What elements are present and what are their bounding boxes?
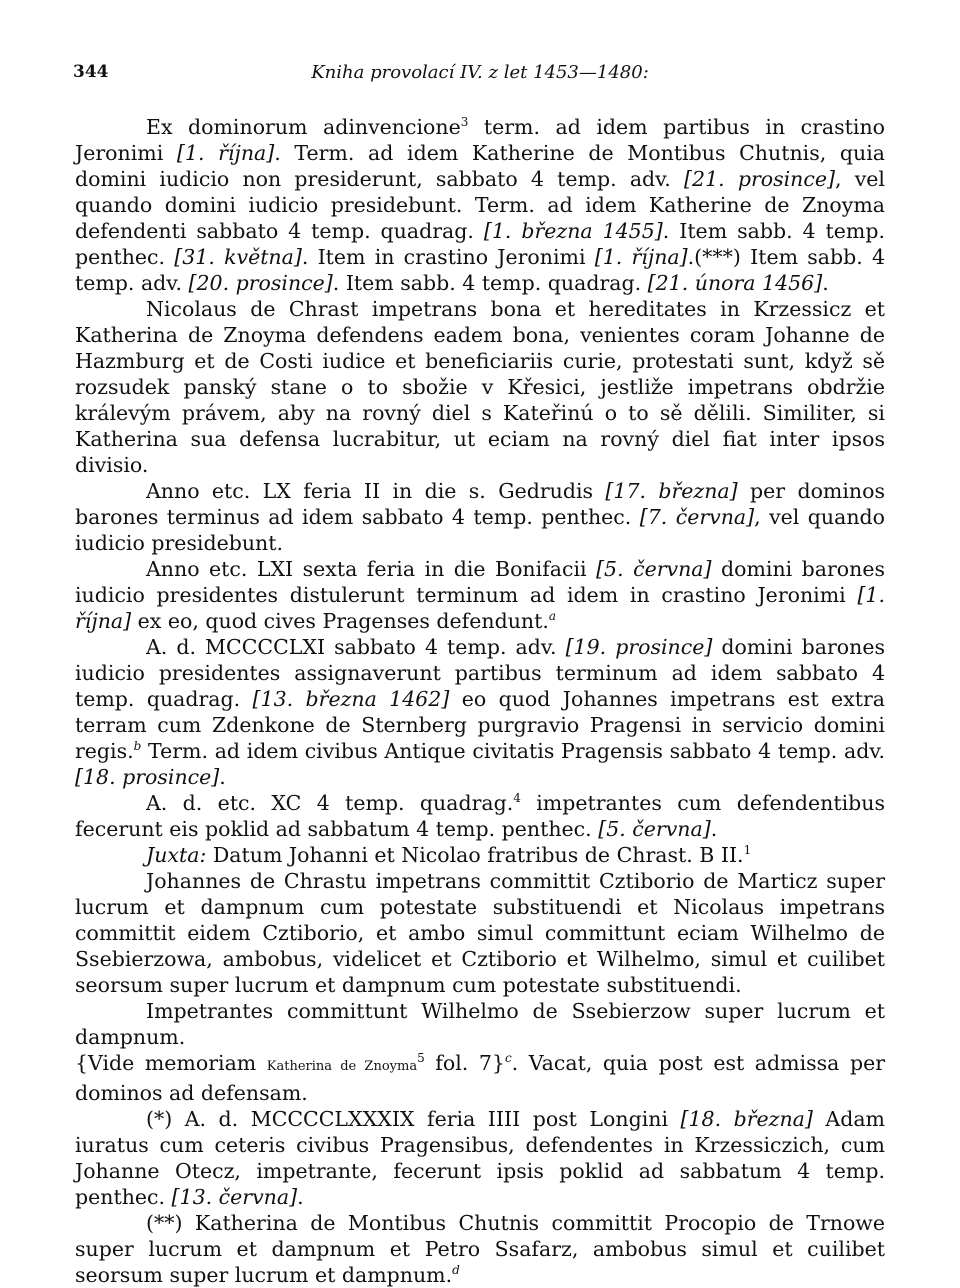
paragraph-p2 [75,296,885,478]
text-segment: . Term. ad idem Katherine de Montibus Chutnis, quia domini iudicio non presiderunt, sabbato 4 temp. adv. [75,141,885,191]
text-segment: Ex dominorum adinvencione [146,115,461,139]
text-segment: , vel quando iudicio presidebunt. [75,505,885,555]
text-segment: Katherina de Znoyma [266,1059,418,1074]
editorial-date: [5. června] [598,817,711,841]
editorial-date: [21. února 1456] [647,271,823,295]
text-segment: . Vacat, quia post est admissa per dominos ad defensam. [75,1051,886,1105]
editorial-date: Juxta: [146,843,207,867]
editorial-date: [31. května] [174,245,302,269]
body-text [75,114,885,1288]
footnote-marker: b [133,739,142,753]
text-segment: ex eo, quod cives Pragenses defendunt. [131,609,549,633]
text-segment: .(***) Item sabb. 4 temp. adv. [75,245,885,295]
editorial-date: [13. března 1462] [252,687,450,711]
editorial-date: [1. října] [176,141,275,165]
running-title: Kniha provolací IV. z let 1453—1480: [311,62,649,83]
text-segment: Adam iuratus cum ceteris civibus Pragensibus, defendentes in Krzessiczich, cum Johanne Otecz, impetrante, fecerunt ipsis poklid ad sabbatum 4 temp. penthec. [75,1107,885,1209]
paragraph-p7 [75,842,885,868]
text-segment: {Vide memoriam [75,1051,267,1075]
paragraph-p3 [75,478,885,556]
text-segment: domini barones iudicio presidentes assignaverunt partibus terminum ad idem sabbato 4 temp. quadrag. [75,635,885,711]
text-segment: Term. ad idem civibus Antique civitatis Pragensis sabbato 4 temp. adv. [141,739,885,763]
text-segment: Nicolaus de Chrast impetrans bona et hereditates in Krzessicz et Katherina de Znoyma defendens eadem bona, venientes coram Johanne de Hazmburg et de Costi iudice et beneficiariis curie, protestati sunt, když sě rozsudek panský stane o to sbožie v Křesici, jestliže impetrans obdržie králevým právem, aby na rovný diel s Kateřinú o to sě dělili. Similiter, si Katherina sua defensa lucrabitur, ut eciam na rovný diel fiat inter ipsos divisio. [75,297,885,477]
editorial-date: [5. června] [596,557,712,581]
paragraph-p10 [75,1050,885,1106]
editorial-date: [18. března] [680,1107,813,1131]
text-segment: Anno etc. LXI sexta feria in die Bonifacii [146,557,597,581]
paragraph-p9 [75,998,885,1050]
text-segment: Johannes de Chrastu impetrans committit Cztiborio de Marticz super lucrum et dampnum cum potestate substituendi et Nicolaus impetrans committit eidem Cztiborio, et ambo simul committunt eciam Wilhelmo de Ssebierzowa, ambobus, videlicet et Cztiborio et Wilhelmo, simul et cuilibet seorsum super lucrum et dampnum cum potestate substituendi. [75,869,885,997]
text-segment: A. d. etc. XC 4 temp. quadrag. [146,791,514,815]
footnote-marker: 4 [513,791,521,805]
editorial-date: [1. března 1455] [483,219,663,243]
text-segment: . [822,271,829,295]
text-segment: impetrantes cum defendentibus fecerunt eis poklid ad sabbatum 4 temp. penthec. [75,791,885,841]
footnote-marker: c [504,1051,512,1065]
text-segment: domini barones iudicio presidentes distulerunt terminum ad idem in crastino Jeronimi [75,557,886,607]
text-segment: . [710,817,718,841]
text-segment: term. ad idem partibus in crastino Jeronimi [75,115,885,165]
footnote-marker: a [548,609,557,623]
editorial-date: [1. října] [75,583,885,633]
footnote-marker: 3 [460,115,469,129]
text-segment: . Item sabb. 4 temp. penthec. [75,219,885,269]
editorial-date: [7. června] [639,505,755,529]
text-segment: . [297,1185,304,1209]
paragraph-p8 [75,868,885,998]
text-segment: . [219,765,226,789]
editorial-date: [18. prosince] [75,765,220,789]
text-segment: (**) Katherina de Montibus Chutnis committit Procopio de Trnowe super lucrum et dampnum et Petro Ssafarz, ambobus simul et cuilibet seorsum super lucrum et dampnum. [75,1211,885,1287]
text-segment: Anno etc. LX feria II in die s. Gedrudis [146,479,606,503]
editorial-date: [13. června] [171,1185,298,1209]
editorial-date: [17. března] [605,479,738,503]
footnote-marker: 1 [743,843,752,857]
paragraph-p4 [75,556,885,634]
text-segment: eo quod Johannes impetrans est extra terram cum Zdenkone de Sternberg purgravio Pragensi in servicio domini regis. [75,687,886,763]
paragraph-p5 [75,634,885,790]
paragraph-p12 [75,1210,885,1288]
text-segment: . Item in crastino Jeronimi [301,245,595,269]
text-segment: (*) A. d. MCCCCLXXXIX feria IIII post Longini [146,1107,681,1131]
text-segment: , vel quando domini iudicio presidebunt. Term. ad idem Katherine de Znoyma defendenti sabbato 4 temp. quadrag. [75,167,885,243]
editorial-date: [21. prosince] [684,167,835,191]
page-number: 344 [73,62,109,82]
paragraph-p1 [75,114,885,296]
editorial-date: [1. října] [594,245,688,269]
editorial-date: [19. prosince] [565,635,713,659]
text-segment: . Item sabb. 4 temp. quadrag. [332,271,648,295]
page-header [73,62,887,88]
editorial-date: [20. prosince] [188,271,333,295]
text-segment: Datum Johanni et Nicolao fratribus de Chrast. B II. [206,843,744,867]
footnote-marker: d [452,1263,460,1277]
paragraph-p6 [75,790,885,842]
text-segment: per dominos barones terminus ad idem sabbato 4 temp. penthec. [75,479,885,529]
footnote-marker: 5 [417,1051,425,1065]
text-segment: A. d. MCCCCLXI sabbato 4 temp. adv. [146,635,566,659]
text-segment: fol. 7} [424,1051,505,1075]
text-segment: Impetrantes committunt Wilhelmo de Ssebierzow super lucrum et dampnum. [75,999,885,1049]
paragraph-p11 [75,1106,885,1210]
